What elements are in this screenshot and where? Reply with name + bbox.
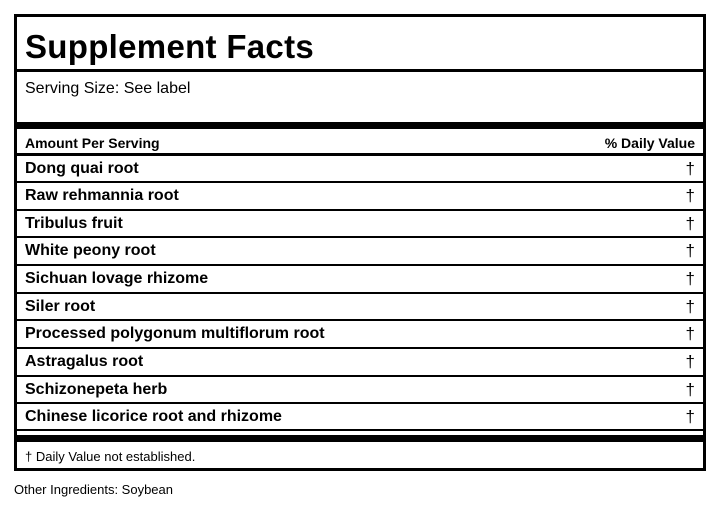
daily-value-label: % Daily Value <box>604 135 695 151</box>
supplement-facts-panel <box>14 14 706 471</box>
ingredient-dv: † <box>685 352 695 371</box>
other-ingredients: Other Ingredients: Soybean <box>14 482 173 497</box>
ingredient-row <box>25 266 695 292</box>
column-header-row <box>25 133 695 153</box>
ingredient-dv: † <box>685 241 695 260</box>
ingredient-dv: † <box>685 324 695 343</box>
ingredient-name: Dong quai root <box>25 160 139 177</box>
serving-size: Serving Size: See label <box>25 80 191 97</box>
ingredient-dv: † <box>685 214 695 233</box>
ingredient-name: Raw rehmannia root <box>25 187 179 204</box>
ingredient-row <box>25 156 695 182</box>
ingredient-name: Sichuan lovage rhizome <box>25 270 209 287</box>
ingredient-name: Siler root <box>25 298 96 315</box>
ingredient-name: Astragalus root <box>25 353 144 370</box>
ingredient-row <box>25 349 695 375</box>
row-divider <box>17 429 703 431</box>
ingredient-row <box>25 377 695 403</box>
ingredient-name: Processed polygonum multiflorum root <box>25 325 325 342</box>
ingredient-row <box>25 211 695 237</box>
panel-title: Supplement Facts <box>25 28 315 65</box>
ingredient-name: White peony root <box>25 242 156 259</box>
ingredient-row <box>25 321 695 347</box>
thick-divider-bottom <box>17 435 703 442</box>
daily-value-footnote: † Daily Value not established. <box>25 449 196 464</box>
thick-divider-top <box>17 122 703 129</box>
ingredient-dv: † <box>685 407 695 426</box>
ingredient-row <box>25 238 695 264</box>
ingredient-row <box>25 183 695 209</box>
ingredient-dv: † <box>685 159 695 178</box>
ingredient-dv: † <box>685 269 695 288</box>
ingredient-name: Schizonepeta herb <box>25 381 168 398</box>
ingredient-name: Tribulus fruit <box>25 215 123 232</box>
ingredient-dv: † <box>685 186 695 205</box>
ingredient-dv: † <box>685 380 695 399</box>
ingredient-row <box>25 404 695 430</box>
ingredient-name: Chinese licorice root and rhizome <box>25 408 282 425</box>
ingredient-dv: † <box>685 297 695 316</box>
ingredient-row <box>25 294 695 320</box>
title-divider <box>17 69 703 72</box>
amount-per-serving-label: Amount Per Serving <box>25 135 160 151</box>
